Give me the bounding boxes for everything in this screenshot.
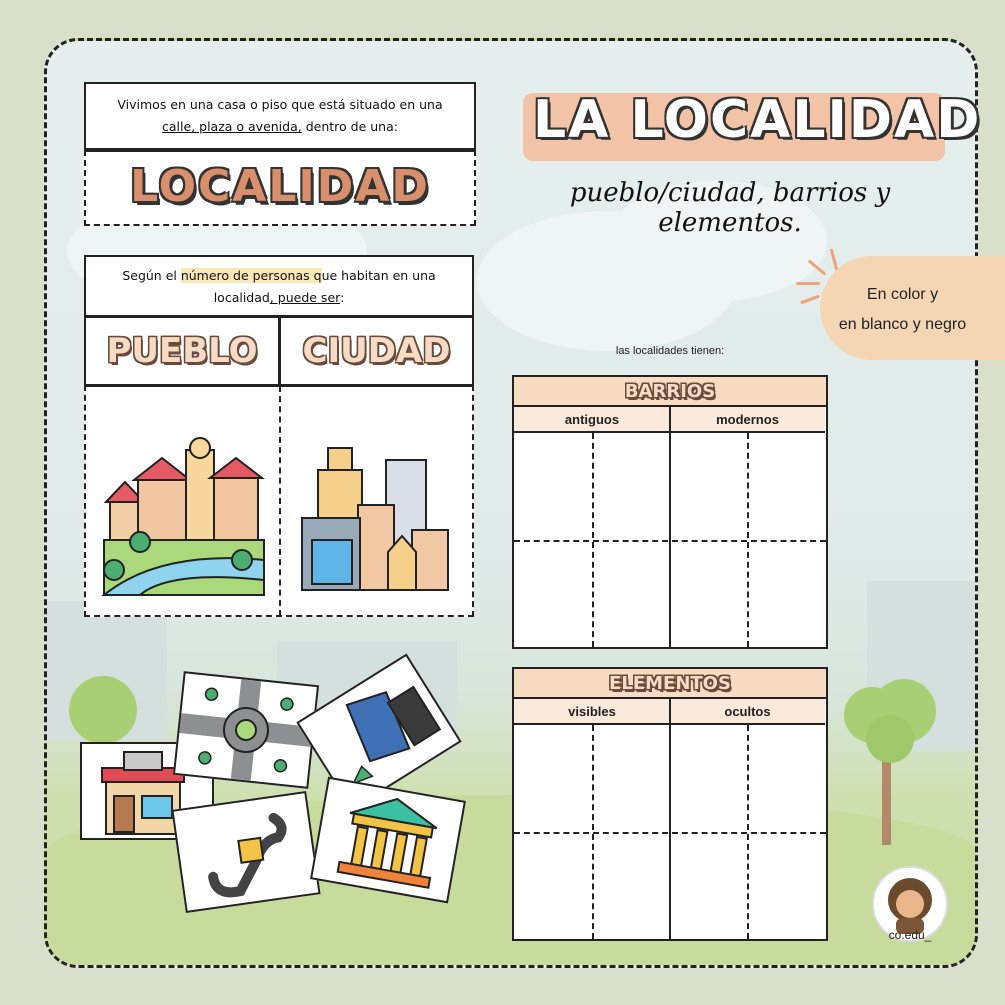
- size-line-2-pre: localidad: [213, 290, 270, 305]
- localidad-word: LOCALIDAD: [130, 161, 430, 212]
- color-badge-text: [830, 280, 975, 340]
- roundabout-card: [173, 671, 319, 789]
- pueblo-label: PUEBLO: [106, 331, 258, 371]
- size-sentence-box: [84, 255, 474, 317]
- roundabout-icon: [175, 673, 317, 786]
- size-line-2-post: :: [340, 290, 345, 305]
- barrios-title: BARRIOS: [514, 377, 826, 407]
- pueblo-header: [84, 316, 280, 386]
- barrios-column-divider: [669, 407, 671, 647]
- museum-icon: [312, 779, 463, 901]
- author-name: co.edu_: [888, 928, 932, 942]
- column-divider: [279, 386, 281, 616]
- village-illustration: [100, 430, 270, 600]
- barrios-row-dash: [514, 540, 826, 542]
- tree-right-illustration: [842, 675, 952, 845]
- size-line-1-post: ue habitan en una: [321, 268, 436, 283]
- city-illustration: [298, 440, 453, 600]
- badge-line-1: En color y: [866, 286, 939, 303]
- barrios-col-antiguos: antiguos: [514, 407, 670, 433]
- barrios-col-modernos: modernos: [670, 407, 825, 433]
- tables-label: las localidades tienen:: [615, 345, 725, 357]
- ciudad-header: [279, 316, 474, 386]
- intro-line-2-rest: dentro de una:: [301, 119, 398, 134]
- elementos-col-visibles: visibles: [514, 699, 670, 725]
- localidad-word-box: [84, 150, 476, 226]
- intro-line-1: Vivimos en una casa o piso que está situado en una: [117, 97, 443, 112]
- page-subtitle: pueblo/ciudad, barrios y elementos.: [569, 178, 891, 238]
- barrios-table: [512, 375, 828, 649]
- elementos-row-dash: [514, 832, 826, 834]
- page-title: LA LOCALIDAD: [533, 90, 982, 150]
- intro-places: calle, plaza o avenida,: [162, 119, 302, 134]
- size-line-2-underline: , puede ser: [269, 290, 341, 305]
- elementos-table: [512, 667, 828, 941]
- elementos-title: ELEMENTOS: [514, 669, 826, 699]
- elementos-column-divider: [669, 699, 671, 939]
- cable-card: [171, 791, 320, 913]
- ciudad-label: CIUDAD: [302, 331, 451, 371]
- elementos-col-ocultos: ocultos: [670, 699, 825, 725]
- size-line-1-pre: Según el: [122, 268, 181, 283]
- cable-icon: [174, 793, 319, 910]
- intro-sentence-box: [84, 82, 476, 150]
- badge-ray: [796, 282, 820, 285]
- badge-line-2: en blanco y negro: [838, 316, 967, 333]
- size-line-1-highlight: número de personas q: [180, 268, 322, 283]
